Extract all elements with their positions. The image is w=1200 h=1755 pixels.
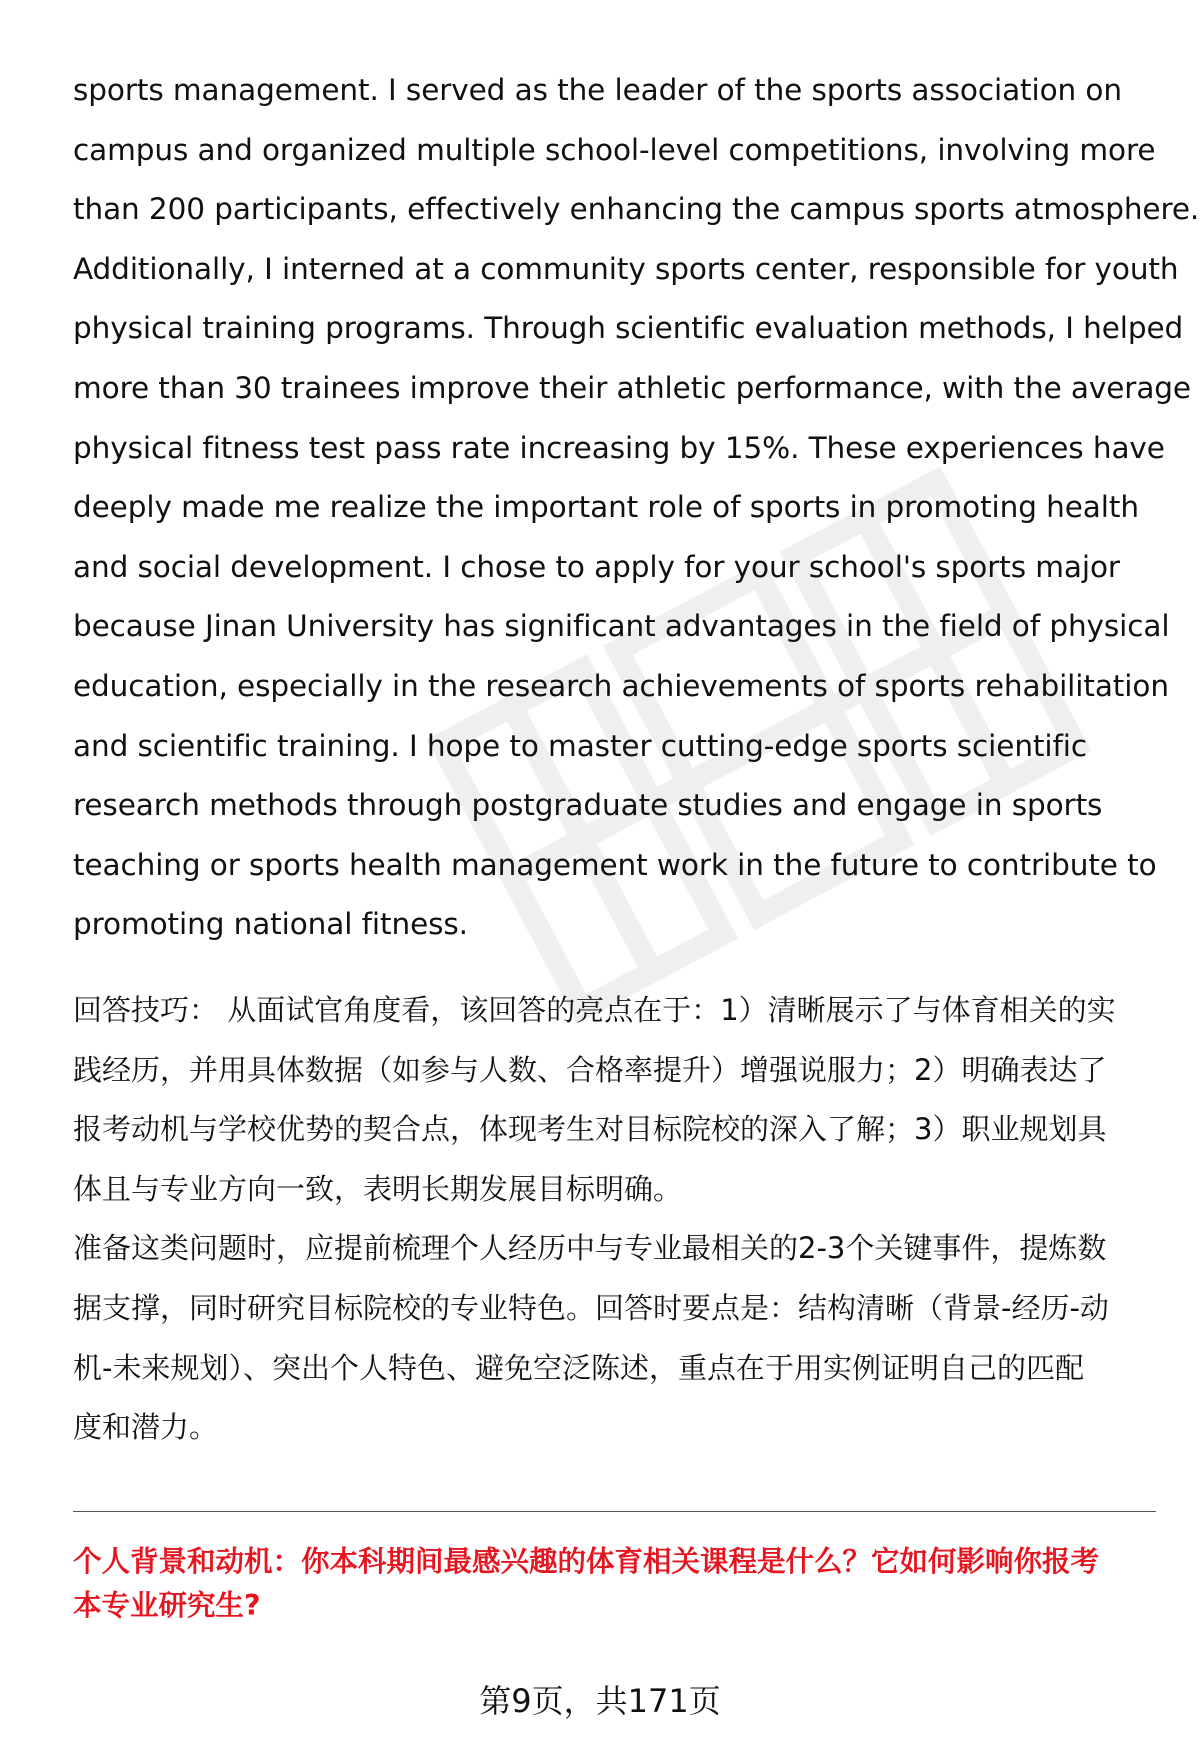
- answer-line: Additionally, I interned at a community sports center, responsible for youth: [73, 251, 1179, 286]
- question-line: 本专业研究生?: [73, 1589, 261, 1622]
- answer-line: physical training programs. Through scientific evaluation methods, I helped: [73, 311, 1184, 346]
- answer-line: because Jinan University has significant advantages in the field of physical: [73, 609, 1170, 644]
- tips-line: 体且与专业方向一致，表明长期发展目标明确。: [73, 1171, 683, 1206]
- section-divider: [73, 1511, 1156, 1512]
- answer-line: than 200 participants, effectively enhancing the campus sports atmosphere.: [73, 192, 1200, 227]
- answer-line: research methods through postgraduate studies and engage in sports: [73, 788, 1103, 823]
- tips-line: 报考动机与学校优势的契合点，体现考生对目标院校的深入了解；3）职业规划具: [73, 1112, 1107, 1147]
- answer-line: promoting national fitness.: [73, 907, 468, 942]
- tips-line: 践经历，并用具体数据（如参与人数、合格率提升）增强说服力；2）明确表达了: [73, 1052, 1107, 1087]
- next-question-heading: [73, 1540, 1163, 1628]
- answer-line: teaching or sports health management work in the future to contribute to: [73, 847, 1157, 882]
- answer-line: physical fitness test pass rate increasing by 15%. These experiences have: [73, 430, 1165, 465]
- tips-line: 回答技巧： 从面试官角度看，该回答的亮点在于：1）清晰展示了与体育相关的实: [73, 993, 1116, 1027]
- answer-line: and social development. I chose to apply for your school's sports major: [73, 549, 1120, 584]
- question-line: 个人背景和动机：你本科期间最感兴趣的体育相关课程是什么？它如何影响你报考: [73, 1545, 1100, 1578]
- answer-line: sports management. I served as the leader of the sports association on: [73, 73, 1122, 107]
- tips-line: 准备这类问题时，应提前梳理个人经历中与专业最相关的2-3个关键事件，提炼数: [73, 1231, 1107, 1266]
- answer-line: and scientific training. I hope to master cutting-edge sports scientific: [73, 728, 1087, 763]
- answer-english-text: [73, 61, 1200, 955]
- answer-tips: [73, 981, 1153, 1458]
- tips-line: 据支撑，同时研究目标院校的专业特色。回答时要点是：结构清晰（背景-经历-动: [73, 1290, 1109, 1325]
- tips-line: 机-未来规划）、突出个人特色、避免空泛陈述，重点在于用实例证明自己的匹配: [73, 1350, 1084, 1385]
- answer-line: education, especially in the research achievements of sports rehabilitation: [73, 668, 1169, 703]
- answer-line: campus and organized multiple school-level competitions, involving more: [73, 132, 1156, 167]
- answer-line: deeply made me realize the important role of sports in promoting health: [73, 490, 1139, 525]
- answer-line: more than 30 trainees improve their athletic performance, with the average: [73, 370, 1191, 405]
- tips-line: 度和潜力。: [73, 1410, 219, 1445]
- page-number-footer: 第9页，共171页: [479, 1682, 721, 1720]
